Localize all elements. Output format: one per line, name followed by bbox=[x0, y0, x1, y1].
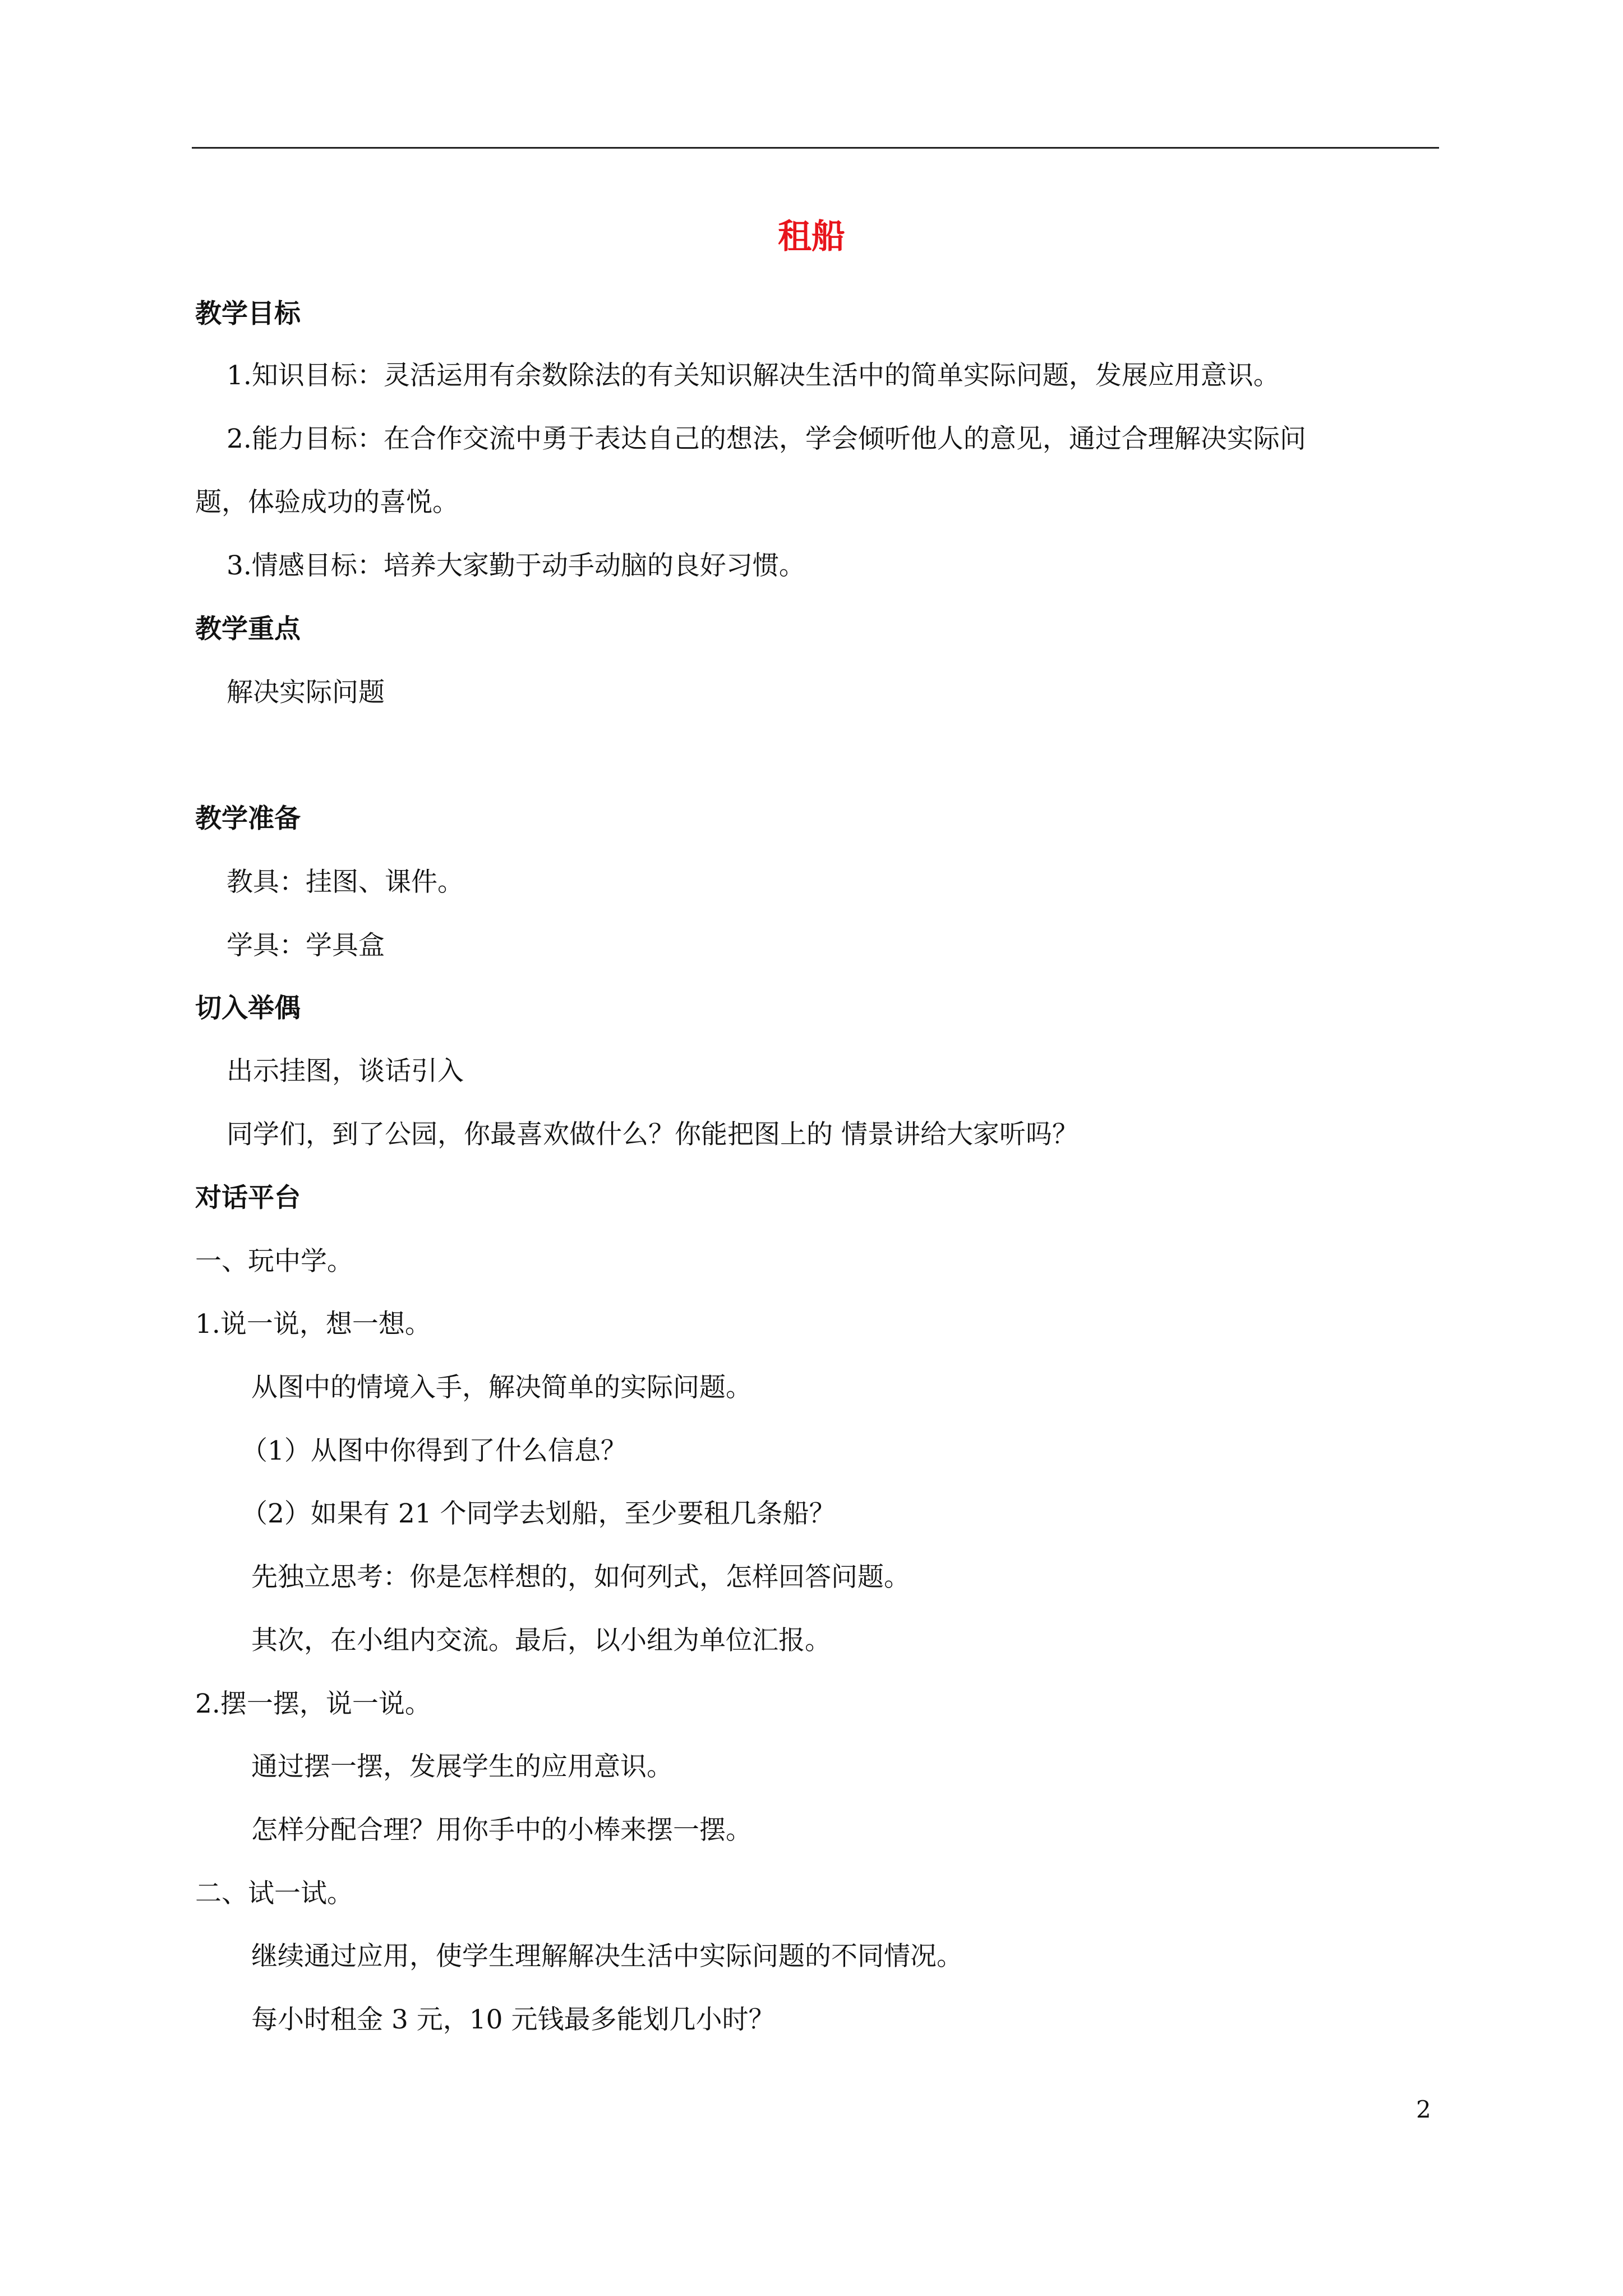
goal-item-2-continued: 题，体验成功的喜悦。 bbox=[195, 487, 459, 518]
header-rule bbox=[192, 147, 1439, 149]
goal-item-3: 3.情感目标：培养大家勤于动手动脑的良好习惯。 bbox=[227, 550, 805, 581]
document-title: 租船 bbox=[778, 217, 845, 256]
step-1-item-4: 先独立思考：你是怎样想的，如何列式，怎样回答问题。 bbox=[251, 1562, 910, 1593]
prep-item-student: 学具：学具盒 bbox=[227, 930, 385, 961]
step-1-item-2: （1）从图中你得到了什么信息？ bbox=[241, 1435, 627, 1466]
step-2-item-2: 怎样分配合理？用你手中的小棒来摆一摆。 bbox=[251, 1815, 752, 1846]
section-heading-intro: 切入举偶 bbox=[195, 993, 301, 1024]
step-1-item-3: （2）如果有 21 个同学去划船，至少要租几条船？ bbox=[241, 1498, 836, 1529]
intro-item-1: 出示挂图，谈话引入 bbox=[227, 1056, 464, 1087]
part-2-item-1: 继续通过应用，使学生理解解决生活中实际问题的不同情况。 bbox=[251, 1941, 963, 1972]
focus-item: 解决实际问题 bbox=[227, 677, 385, 708]
prep-item-teacher: 教具：挂图、课件。 bbox=[227, 867, 464, 898]
step-1-heading: 1.说一说，想一想。 bbox=[195, 1309, 431, 1340]
step-1-item-5: 其次，在小组内交流。最后，以小组为单位汇报。 bbox=[251, 1625, 831, 1656]
section-heading-focus: 教学重点 bbox=[195, 614, 301, 645]
section-heading-goals: 教学目标 bbox=[195, 298, 301, 329]
part-1-heading: 一、玩中学。 bbox=[195, 1246, 353, 1277]
section-heading-dialogue: 对话平台 bbox=[195, 1182, 301, 1213]
page-number: 2 bbox=[1416, 2096, 1431, 2123]
step-2-item-1: 通过摆一摆，发展学生的应用意识。 bbox=[251, 1751, 673, 1782]
intro-item-2: 同学们，到了公园，你最喜欢做什么？你能把图上的 情景讲给大家听吗？ bbox=[227, 1119, 1078, 1150]
goal-item-2: 2.能力目标：在合作交流中勇于表达自己的想法，学会倾听他人的意见，通过合理解决实际问 bbox=[227, 424, 1306, 454]
step-1-item-1: 从图中的情境入手，解决简单的实际问题。 bbox=[251, 1372, 752, 1403]
goal-item-1: 1.知识目标：灵活运用有余数除法的有关知识解决生活中的简单实际问题，发展应用意识。 bbox=[227, 360, 1280, 391]
section-heading-prep: 教学准备 bbox=[195, 803, 301, 834]
part-2-item-2: 每小时租金 3 元，10 元钱最多能划几小时？ bbox=[251, 2004, 775, 2035]
step-2-heading: 2.摆一摆，说一说。 bbox=[195, 1688, 431, 1719]
part-2-heading: 二、试一试。 bbox=[195, 1878, 353, 1909]
